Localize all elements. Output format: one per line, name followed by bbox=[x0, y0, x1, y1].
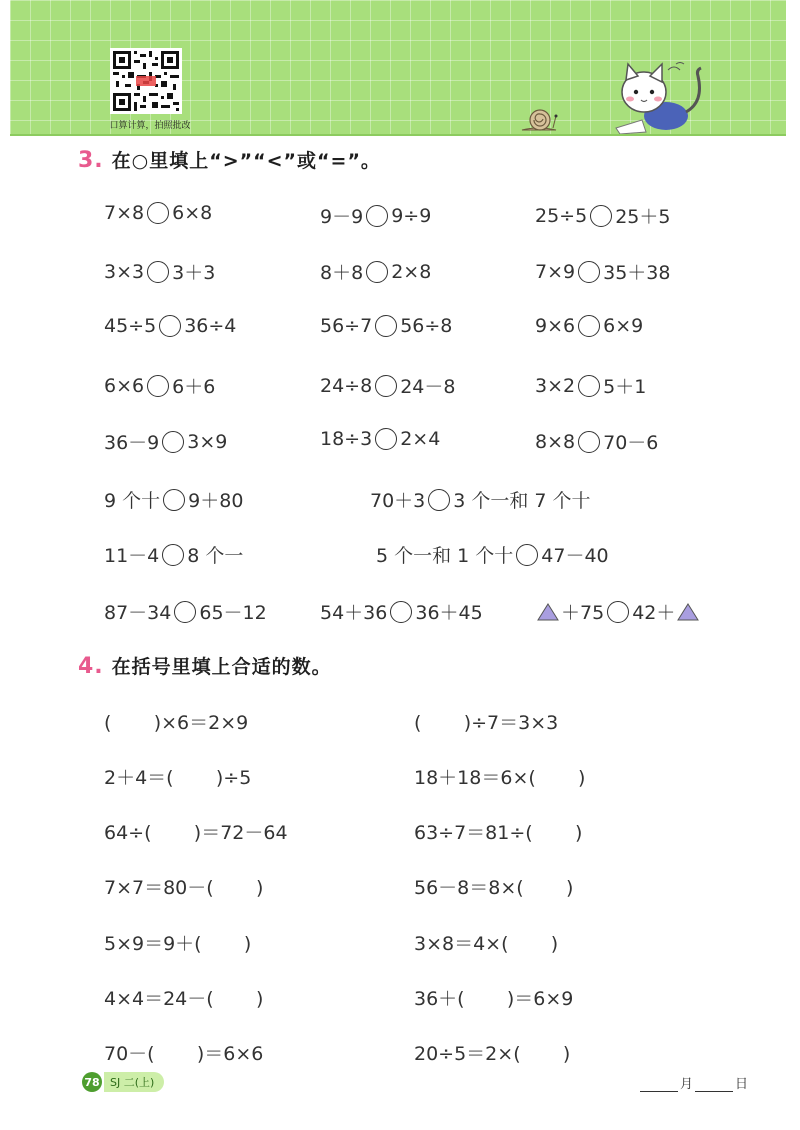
compare-item bbox=[104, 541, 243, 568]
answer-circle[interactable] bbox=[375, 428, 397, 450]
fill-blank-item[interactable]: 63÷7＝81÷( ) bbox=[414, 822, 583, 844]
section-4-number: 4. bbox=[78, 654, 104, 679]
compare-item bbox=[320, 372, 455, 399]
answer-circle[interactable] bbox=[174, 601, 196, 623]
section-3-number: 3. bbox=[78, 148, 104, 173]
page-badge bbox=[82, 1072, 164, 1092]
compare-right: 5＋1 bbox=[603, 376, 647, 398]
fill-blank-item[interactable]: 36＋( )＝6×9 bbox=[414, 988, 574, 1010]
date-line bbox=[638, 1073, 748, 1092]
compare-left: 24÷8 bbox=[320, 374, 373, 397]
compare-left: 54＋36 bbox=[320, 602, 388, 624]
compare-right: 3×9 bbox=[187, 430, 228, 453]
compare-right: 70－6 bbox=[603, 432, 659, 454]
compare-right: 24－8 bbox=[400, 376, 456, 398]
qr-code[interactable] bbox=[110, 48, 182, 114]
compare-right: 9÷9 bbox=[391, 204, 432, 227]
compare-item bbox=[535, 315, 643, 337]
answer-circle[interactable] bbox=[578, 375, 600, 397]
cat-illustration bbox=[606, 62, 716, 138]
answer-circle[interactable] bbox=[578, 431, 600, 453]
answer-circle[interactable] bbox=[366, 205, 388, 227]
section-4-instruction: 在括号里填上合适的数。 bbox=[111, 656, 332, 678]
triangle-icon bbox=[677, 603, 699, 621]
answer-circle[interactable] bbox=[147, 261, 169, 283]
fill-blank-item[interactable]: 3×8＝4×( ) bbox=[414, 933, 559, 955]
compare-left: 8＋8 bbox=[320, 262, 364, 284]
compare-right: 47－40 bbox=[541, 545, 609, 567]
compare-left: 70＋3 bbox=[370, 490, 426, 512]
answer-circle[interactable] bbox=[607, 601, 629, 623]
compare-item bbox=[320, 598, 483, 625]
answer-circle[interactable] bbox=[163, 489, 185, 511]
qr-caption: 口算计算，拍照批改 bbox=[109, 121, 191, 131]
compare-right: 6×8 bbox=[172, 202, 213, 224]
compare-item bbox=[370, 486, 591, 513]
compare-right: 2×8 bbox=[391, 260, 432, 283]
fill-blank-item[interactable]: 70－( )＝6×6 bbox=[104, 1043, 264, 1065]
compare-left: 9×6 bbox=[535, 315, 576, 337]
compare-left: 3×2 bbox=[535, 374, 576, 397]
answer-circle[interactable] bbox=[390, 601, 412, 623]
compare-right: 56÷8 bbox=[400, 315, 453, 337]
compare-right: 25＋5 bbox=[615, 206, 671, 228]
answer-circle[interactable] bbox=[375, 315, 397, 337]
compare-left: 9－9 bbox=[320, 206, 364, 228]
fill-blank-item[interactable]: 18＋18＝6×( ) bbox=[414, 767, 586, 789]
section-4-title bbox=[78, 652, 332, 679]
compare-right: 3 个一和 7 个十 bbox=[453, 490, 591, 512]
compare-left: 11－4 bbox=[104, 545, 160, 567]
compare-left: 6×6 bbox=[104, 374, 145, 397]
section-3-title bbox=[78, 146, 381, 173]
answer-circle[interactable] bbox=[162, 431, 184, 453]
compare-right: 36÷4 bbox=[184, 315, 237, 337]
fill-blank-item[interactable]: 20÷5＝2×( ) bbox=[414, 1043, 571, 1065]
compare-right: 42＋ bbox=[632, 602, 676, 624]
fill-blank-item[interactable]: 7×7＝80－( ) bbox=[104, 877, 264, 899]
book-label: SJ 二(上) bbox=[104, 1072, 164, 1092]
fill-blank-item[interactable]: 56－8＝8×( ) bbox=[414, 877, 574, 899]
compare-left: 7×8 bbox=[104, 202, 145, 224]
compare-left: ＋75 bbox=[561, 602, 605, 624]
compare-left: 56÷7 bbox=[320, 315, 373, 337]
compare-item bbox=[535, 428, 658, 455]
compare-left: 18÷3 bbox=[320, 428, 373, 450]
compare-right: 6＋6 bbox=[172, 376, 216, 398]
compare-left: 5 个一和 1 个十 bbox=[376, 545, 514, 567]
answer-circle[interactable] bbox=[366, 261, 388, 283]
fill-blank-item[interactable]: ( )×6＝2×9 bbox=[104, 712, 249, 734]
day-blank[interactable] bbox=[695, 1077, 733, 1092]
compare-left: 36－9 bbox=[104, 432, 160, 454]
answer-circle[interactable] bbox=[428, 489, 450, 511]
compare-item bbox=[104, 428, 227, 455]
month-blank[interactable] bbox=[640, 1077, 678, 1092]
answer-circle[interactable] bbox=[147, 375, 169, 397]
answer-circle[interactable] bbox=[578, 261, 600, 283]
compare-right: 6×9 bbox=[603, 315, 644, 337]
fill-blank-item[interactable]: 64÷( )＝72－64 bbox=[104, 822, 288, 844]
page-number: 78 bbox=[82, 1072, 102, 1092]
answer-circle[interactable] bbox=[375, 375, 397, 397]
compare-item bbox=[104, 372, 215, 399]
answer-circle[interactable] bbox=[162, 544, 184, 566]
compare-left: 7×9 bbox=[535, 260, 576, 283]
compare-right: 65－12 bbox=[199, 602, 267, 624]
fill-blank-item[interactable]: 2＋4＝( )÷5 bbox=[104, 767, 252, 789]
compare-item bbox=[104, 202, 212, 224]
compare-item bbox=[320, 202, 431, 229]
compare-item bbox=[535, 372, 646, 399]
compare-item bbox=[535, 258, 670, 285]
answer-circle[interactable] bbox=[159, 315, 181, 337]
compare-item bbox=[535, 202, 670, 229]
compare-right: 2×4 bbox=[400, 428, 441, 450]
fill-blank-item[interactable]: ( )÷7＝3×3 bbox=[414, 712, 559, 734]
snail-illustration bbox=[520, 106, 560, 136]
answer-circle[interactable] bbox=[147, 202, 169, 224]
compare-item bbox=[320, 428, 440, 450]
compare-item bbox=[104, 598, 267, 625]
section-3-instruction: 在○里填上“>”“<”或“=”。 bbox=[111, 150, 381, 172]
fill-blank-item[interactable]: 5×9＝9＋( ) bbox=[104, 933, 252, 955]
fill-blank-item[interactable]: 4×4＝24－( ) bbox=[104, 988, 264, 1010]
compare-item bbox=[320, 258, 431, 285]
compare-item bbox=[320, 315, 452, 337]
compare-left: 87－34 bbox=[104, 602, 172, 624]
compare-item bbox=[535, 598, 701, 625]
triangle-icon bbox=[537, 603, 559, 621]
answer-circle[interactable] bbox=[590, 205, 612, 227]
day-label: 日 bbox=[735, 1077, 749, 1092]
compare-left: 25÷5 bbox=[535, 204, 588, 227]
header-banner bbox=[10, 0, 786, 136]
compare-item bbox=[104, 258, 215, 285]
compare-right: 9＋80 bbox=[188, 490, 244, 512]
compare-right: 8 个一 bbox=[187, 545, 244, 567]
compare-right: 3＋3 bbox=[172, 262, 216, 284]
month-label: 月 bbox=[680, 1077, 694, 1092]
compare-item bbox=[104, 315, 236, 337]
compare-left: 9 个十 bbox=[104, 490, 161, 512]
compare-item bbox=[376, 541, 609, 568]
compare-left: 45÷5 bbox=[104, 315, 157, 337]
compare-right: 36＋45 bbox=[415, 602, 483, 624]
compare-left: 8×8 bbox=[535, 430, 576, 453]
compare-right: 35＋38 bbox=[603, 262, 671, 284]
answer-circle[interactable] bbox=[516, 544, 538, 566]
compare-item bbox=[104, 486, 243, 513]
compare-left: 3×3 bbox=[104, 260, 145, 283]
answer-circle[interactable] bbox=[578, 315, 600, 337]
